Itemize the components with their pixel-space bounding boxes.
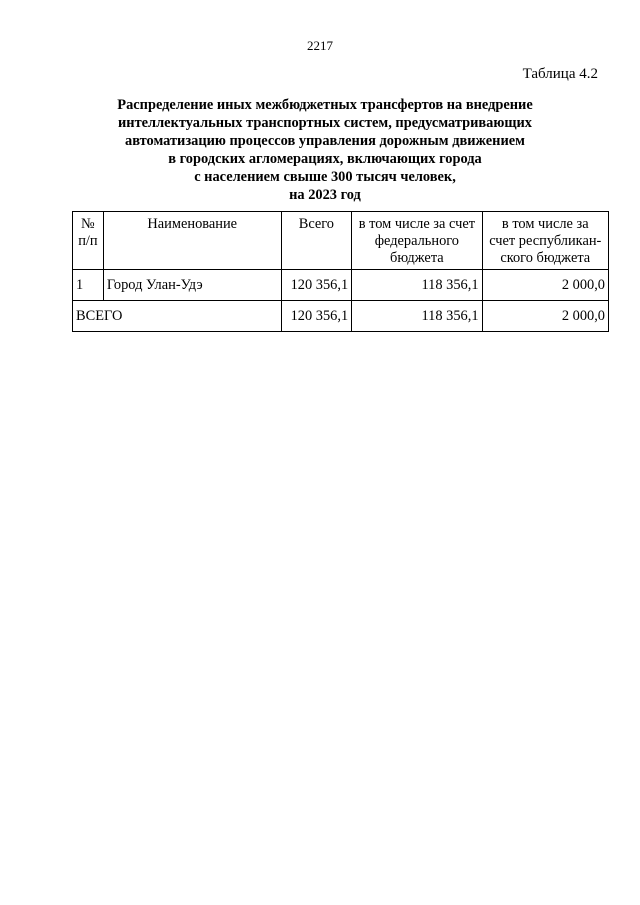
row-name: Город Улан-Удэ [103,270,281,301]
title-line: Распределение иных межбюджетных трансфертов на внедрение [117,97,533,113]
header-federal-line: в том числе за счет [358,216,475,232]
table-label: Таблица 4.2 [522,66,598,82]
header-federal-line: бюджета [390,250,444,266]
page-number: 2217 [307,38,333,53]
header-republic-line: ского бюджета [500,250,591,266]
row-total: 120 356,1 [281,270,352,301]
title-line: с населением свыше 300 тысяч человек, [194,169,456,185]
header-federal [352,212,482,270]
header-name: Наименование [103,212,281,270]
header-total: Всего [281,212,352,270]
title-line: в городских агломерациях, включающих города [168,151,482,167]
row-republic: 2 000,0 [482,270,608,301]
total-label: ВСЕГО [73,301,282,332]
total-federal: 118 356,1 [352,301,482,332]
total-republic: 2 000,0 [482,301,608,332]
row-federal: 118 356,1 [352,270,482,301]
title-line: на 2023 год [289,187,361,203]
header-num-line: п/п [78,233,98,249]
total-row [73,301,609,332]
table-title [60,96,590,204]
header-republic [482,212,608,270]
table-header-row [73,212,609,270]
total-sum: 120 356,1 [281,301,352,332]
header-republic-line: счет республикан- [489,233,602,249]
header-num [73,212,104,270]
title-line: автоматизацию процессов управления дорожным движением [125,133,525,149]
transfers-table [72,211,609,332]
title-line: интеллектуальных транспортных систем, предусматривающих [118,115,532,131]
header-num-line: № [81,216,95,232]
header-republic-line: в том числе за [501,216,589,232]
header-federal-line: федерального [374,233,460,249]
table-row [73,270,609,301]
row-num: 1 [73,270,104,301]
